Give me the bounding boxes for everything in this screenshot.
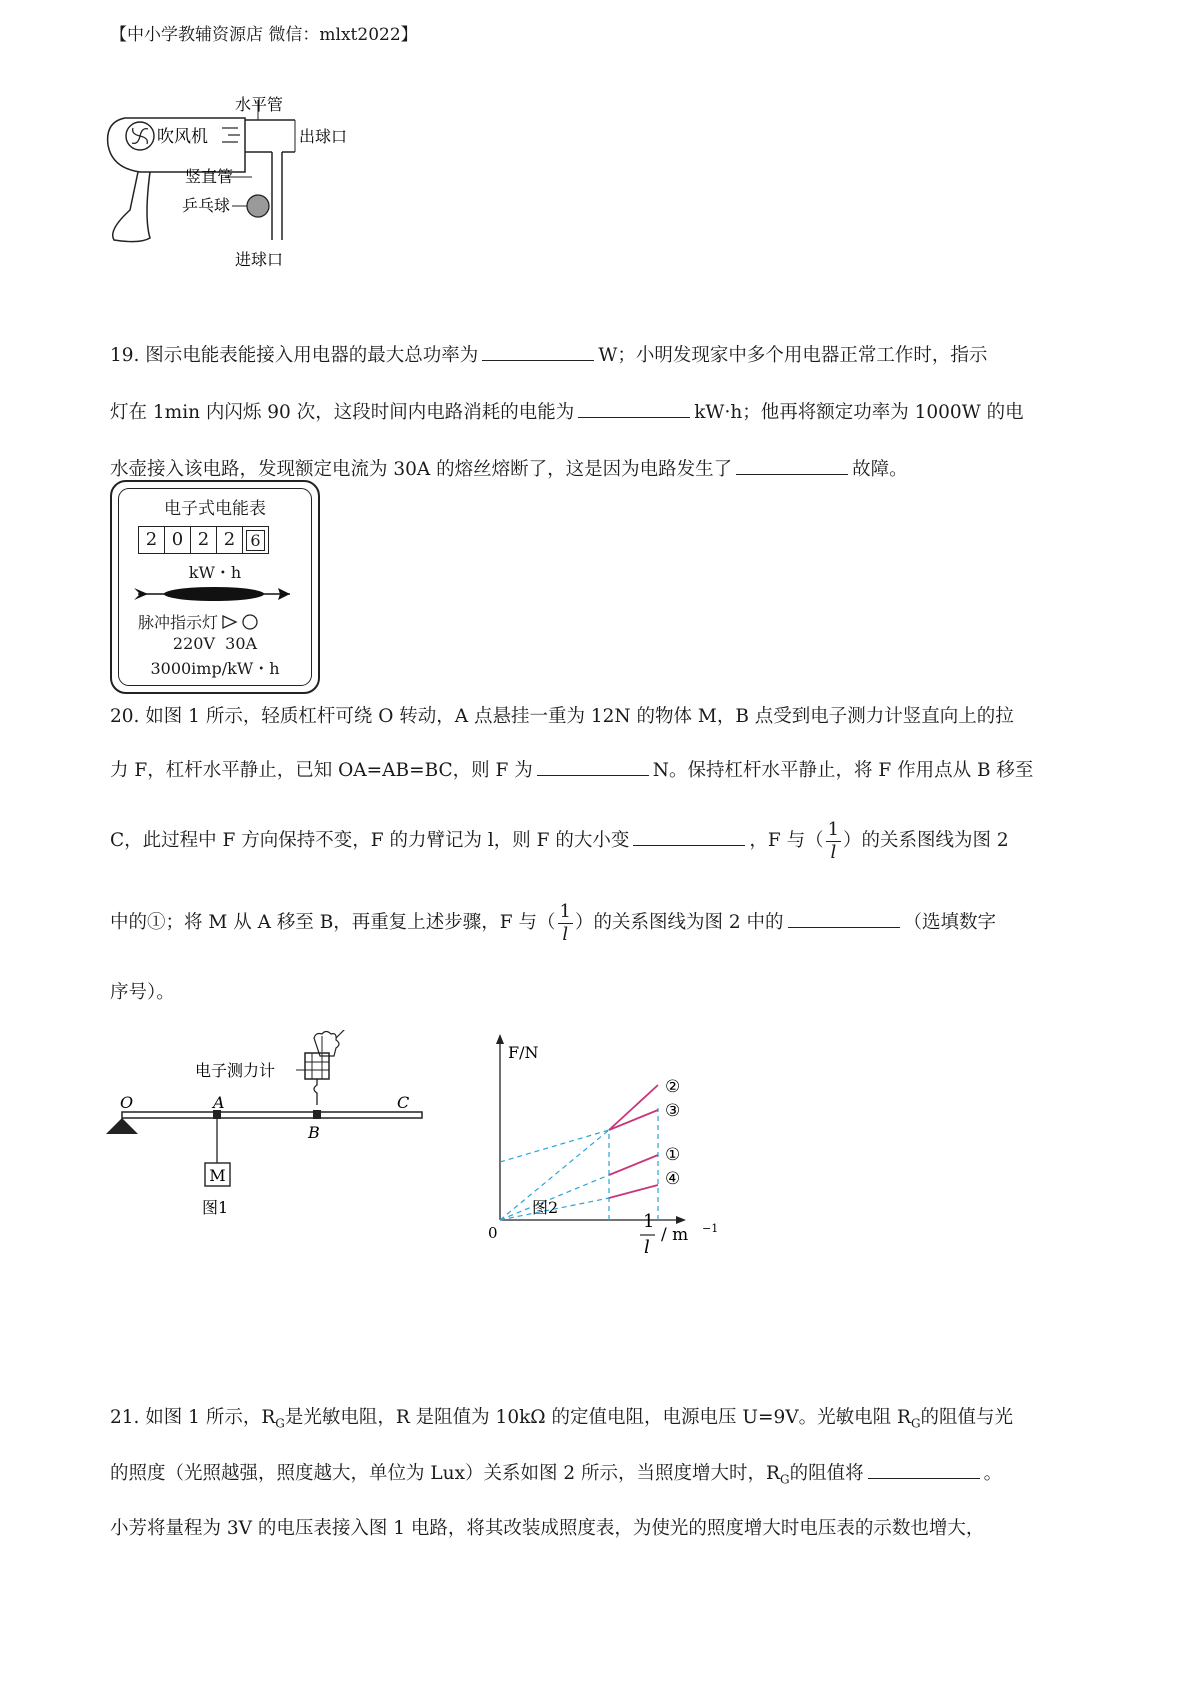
pulse-indicator: 脉冲指示灯 (138, 610, 262, 633)
fraction-1-over-l: $\frac{1}{l}$ (559, 900, 571, 945)
point-C-label: C (397, 1093, 410, 1112)
answer-blank[interactable] (482, 340, 594, 361)
answer-blank[interactable] (633, 825, 745, 846)
question-21: 21. 如图 1 所示，$R_G$是光敏电阻，R 是阻值为 10kΩ 的定值电阻，电源电压 U=9V。光敏电阻 $R_G$的阻值与光 的照度（光照越强，照度越大，单位为 Lux）关系如图 2 所示，当照度增大时，$R_G$的阻值将 。 小芳将量程为 3V 的电压表接入图 1 电路，将其改装成照度表，为使光的照度增大时电压表的示数也增大， (110, 1407, 1014, 1540)
line-4-label: ④ (665, 1169, 681, 1189)
point-O-label: O (120, 1093, 134, 1112)
answer-blank[interactable] (736, 454, 848, 475)
force-meter-label: 电子测力计 (195, 1061, 276, 1080)
lever-figure (100, 1030, 460, 1220)
meter-unit: kW・h (188, 563, 242, 582)
answer-blank[interactable] (868, 1458, 980, 1479)
meter-rating: 220V 30A (172, 634, 258, 653)
meter-constant: 3000imp/kW・h (150, 659, 280, 678)
line-1 (609, 1155, 658, 1175)
question-19: 19. 图示电能表能接入用电器的最大总功率为 W；小明发现家中多个用电器正常工作时，指示 灯在 1min 内闪烁 90 次，这段时间内电路消耗的电能为 kW·h；他再将额定功率为 1000W 的电 水壶接入该电路，发现额定电流为 30A 的熔丝熔断了，这是因为电路发生了 故障。 (110, 327, 1102, 498)
horizontal-pipe-label: 水平管 (235, 95, 284, 114)
graph-figure (480, 1030, 770, 1260)
force-meter (305, 1053, 329, 1079)
point-A-label: A (213, 1093, 225, 1112)
lever-bar (122, 1112, 422, 1118)
dryer-figure (100, 90, 400, 280)
pulse-led-icon (220, 613, 262, 631)
vertical-pipe-label: 竖直管 (185, 167, 234, 186)
x-frac-den: l (644, 1237, 650, 1258)
mass-M-label: M (209, 1166, 226, 1185)
line-2-label: ② (665, 1077, 681, 1097)
page-header: 【中小学教辅资源店 微信：mlxt2022】 (110, 25, 418, 45)
ping-pong-ball (247, 195, 269, 217)
x-unit: / m (661, 1225, 689, 1245)
answer-blank[interactable] (537, 755, 649, 776)
x-frac-num: 1 (643, 1211, 655, 1232)
line-2 (609, 1085, 658, 1130)
line-3-label: ③ (665, 1101, 681, 1121)
line-4 (609, 1185, 658, 1198)
line-1-label: ① (665, 1145, 681, 1165)
point-B-label: B (308, 1123, 320, 1142)
fraction-1-over-l: $\frac{1}{l}$ (827, 818, 840, 863)
answer-blank[interactable] (578, 397, 690, 418)
x-unit-exp: −1 (702, 1222, 719, 1235)
ball-label: 乒乓球 (182, 196, 231, 215)
dryer-label: 吹风机 (157, 127, 208, 147)
fan-icon (126, 122, 154, 150)
fig2-caption: 图2 (532, 1198, 559, 1217)
meter-digits: 2 0 2 2 6 (138, 526, 269, 554)
meter-disc-arrow (134, 582, 294, 606)
pivot-triangle (106, 1118, 138, 1134)
energy-meter-figure (110, 480, 320, 694)
answer-blank[interactable] (788, 907, 900, 928)
line-3 (609, 1110, 658, 1130)
entry-label: 进球口 (235, 250, 284, 269)
meter-title: 电子式电能表 (164, 499, 266, 519)
exit-label: 出球口 (299, 127, 348, 146)
origin-label: 0 (488, 1224, 498, 1242)
question-20: 20. 如图 1 所示，轻质杠杆可绕 O 转动，A 点悬挂一重为 12N 的物体 M，B 点受到电子测力计竖直向上的拉 力 F，杠杆水平静止，已知 OA=AB=BC，则 F 为 N。保持杠杆水平静止，将 F 作用点从 B 移至 C，此过程中 F 方向保持不变，F 的力臂记为 l，则 F 的大小变 ，F 与（ $\frac{1}{l}$ ）的关系图线为图 2 中的①；将 M 从 A 移至 B，再重复上述步骤，F 与（ $\frac{1}{l}$ ）的关系图线为图 2 中的 （选填数字 序号）。 (110, 706, 1034, 1003)
fig1-caption: 图1 (202, 1198, 229, 1217)
y-axis-label: F/N (508, 1043, 539, 1062)
